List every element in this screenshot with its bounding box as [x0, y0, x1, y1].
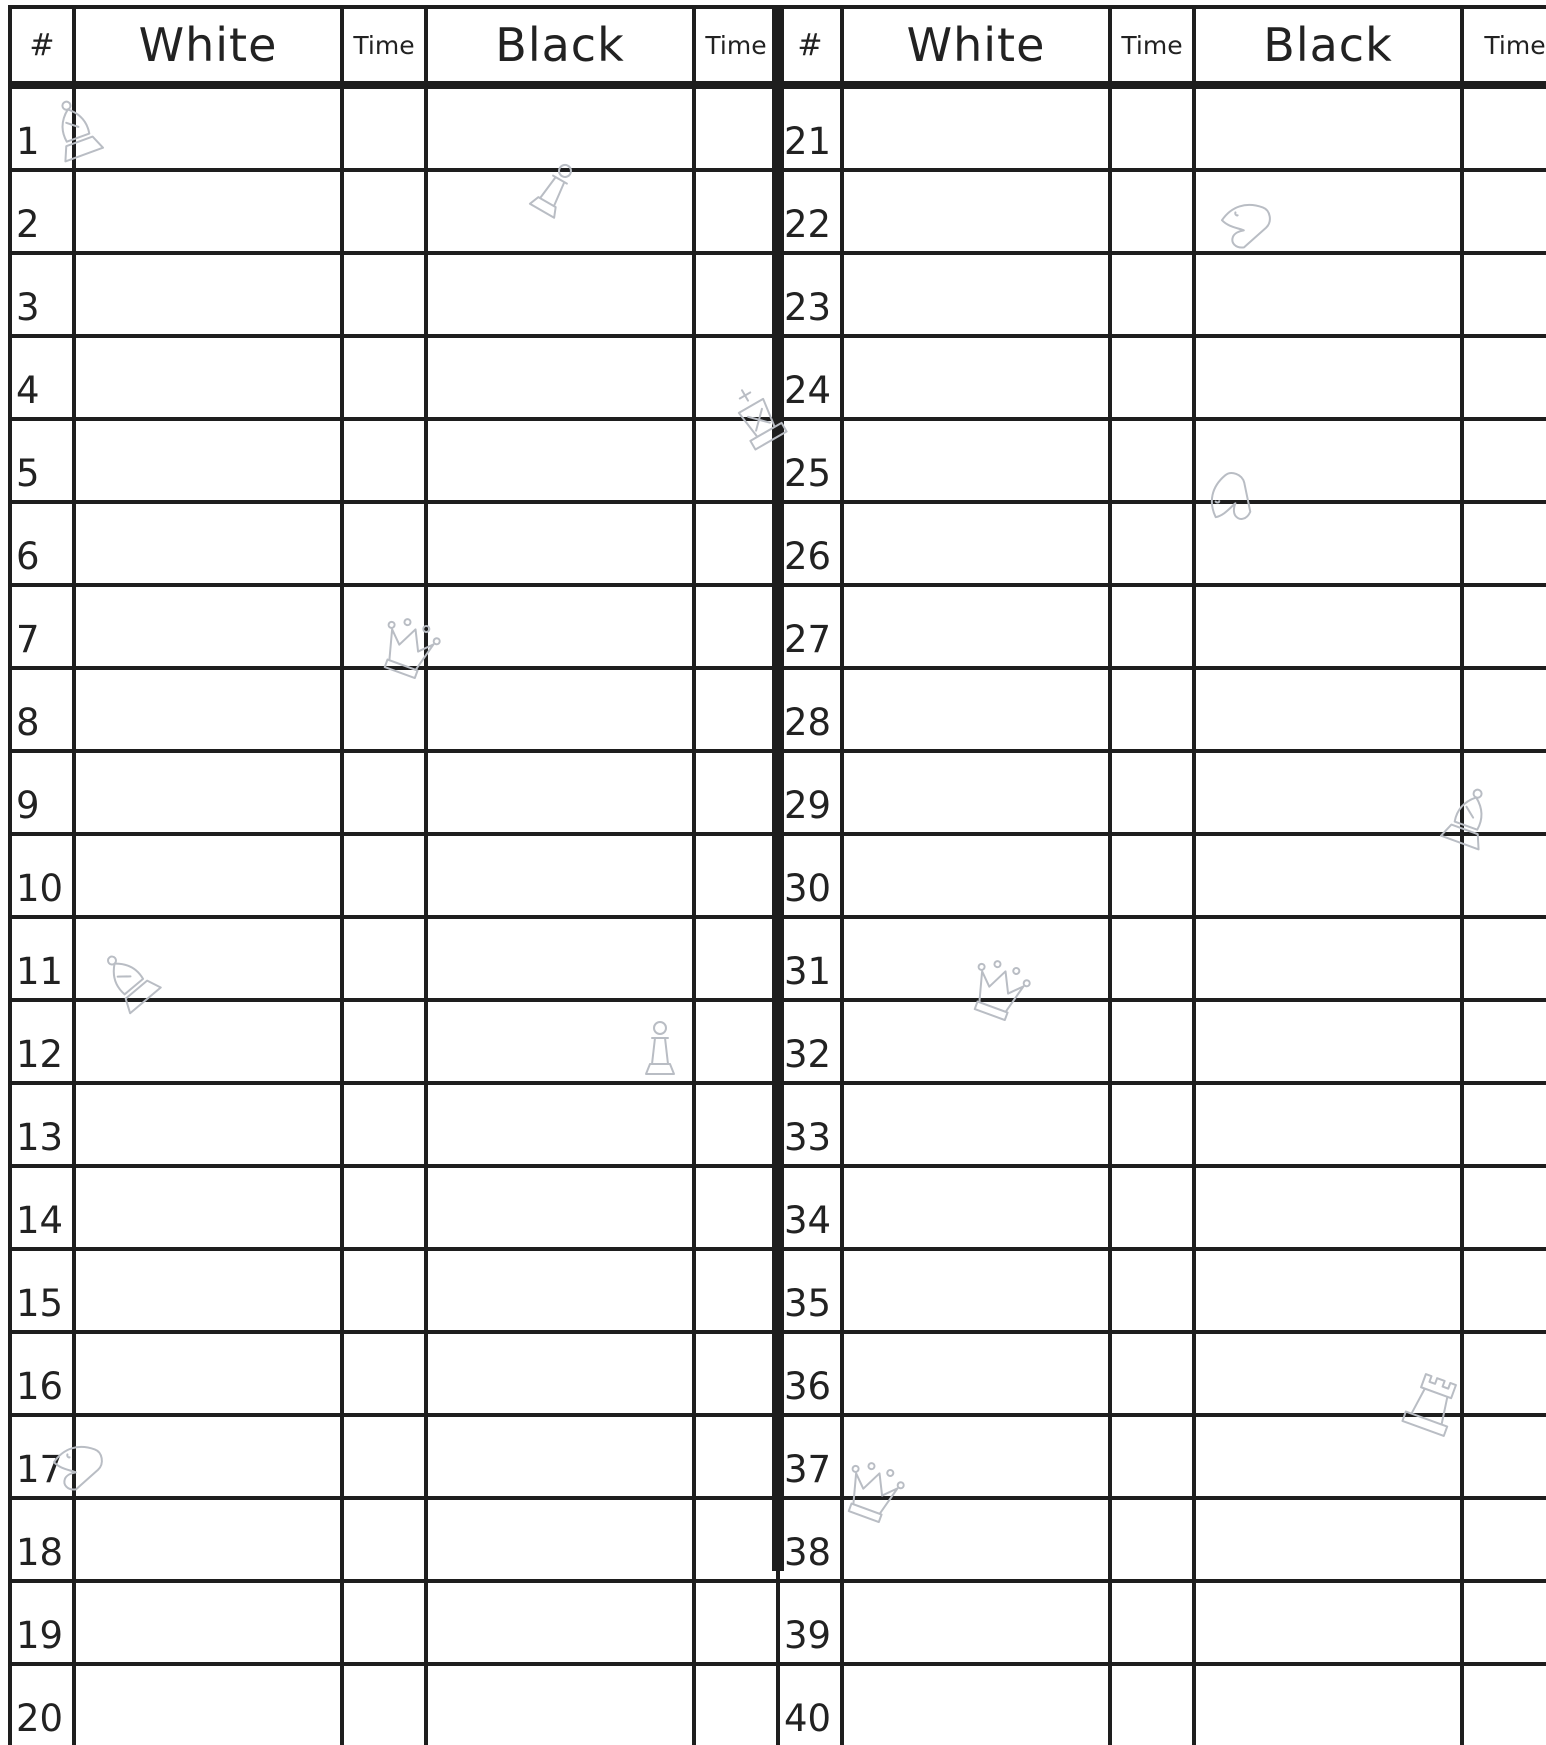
- black-move-cell[interactable]: [426, 1166, 694, 1249]
- black-move-cell[interactable]: [1194, 1332, 1462, 1415]
- white-time-cell[interactable]: [1110, 834, 1194, 917]
- move-row: [10, 419, 778, 502]
- move-number: 25: [778, 419, 842, 502]
- move-number: 8: [10, 668, 74, 751]
- black-move-cell[interactable]: [1194, 85, 1462, 170]
- white-move-cell[interactable]: [74, 834, 342, 917]
- white-move-cell[interactable]: [74, 170, 342, 253]
- move-row: [10, 336, 778, 419]
- white-time-cell[interactable]: [342, 336, 426, 419]
- white-time-cell[interactable]: [1110, 1249, 1194, 1332]
- black-move-cell[interactable]: [426, 170, 694, 253]
- black-time-cell[interactable]: [694, 751, 778, 834]
- black-move-cell[interactable]: [1194, 1415, 1462, 1498]
- black-time-cell[interactable]: [694, 585, 778, 668]
- move-row: [778, 1083, 1546, 1166]
- white-move-cell[interactable]: [74, 85, 342, 170]
- white-move-cell[interactable]: [74, 1415, 342, 1498]
- move-number: 40: [778, 1664, 842, 1745]
- white-time-cell[interactable]: [342, 170, 426, 253]
- white-move-cell[interactable]: [74, 502, 342, 585]
- white-move-cell[interactable]: [842, 668, 1110, 751]
- black-time-cell[interactable]: [1462, 170, 1546, 253]
- black-time-cell[interactable]: [694, 1498, 778, 1581]
- black-move-cell[interactable]: [1194, 585, 1462, 668]
- white-move-cell[interactable]: [842, 834, 1110, 917]
- score-table-right: [776, 5, 1546, 1745]
- white-move-cell[interactable]: [74, 1083, 342, 1166]
- white-move-cell[interactable]: [74, 668, 342, 751]
- move-number: 35: [778, 1249, 842, 1332]
- black-move-cell[interactable]: [426, 336, 694, 419]
- move-row: [10, 1332, 778, 1415]
- white-time-cell[interactable]: [342, 1000, 426, 1083]
- white-move-cell[interactable]: [74, 1166, 342, 1249]
- white-time-cell[interactable]: [342, 502, 426, 585]
- move-number: 17: [10, 1415, 74, 1498]
- black-time-cell[interactable]: [694, 1000, 778, 1083]
- black-move-cell[interactable]: [1194, 170, 1462, 253]
- black-time-cell[interactable]: [694, 1332, 778, 1415]
- white-move-cell[interactable]: [842, 85, 1110, 170]
- white-time-cell[interactable]: [1110, 502, 1194, 585]
- header-white-time: Time: [1110, 7, 1194, 85]
- black-time-cell[interactable]: [694, 502, 778, 585]
- move-number: 34: [778, 1166, 842, 1249]
- move-number: 19: [10, 1581, 74, 1664]
- white-time-cell[interactable]: [1110, 1332, 1194, 1415]
- white-time-cell[interactable]: [342, 1083, 426, 1166]
- black-time-cell[interactable]: [1462, 1581, 1546, 1664]
- move-row: [778, 1000, 1546, 1083]
- move-number: 32: [778, 1000, 842, 1083]
- move-number: 39: [778, 1581, 842, 1664]
- white-move-cell[interactable]: [842, 1415, 1110, 1498]
- white-time-cell[interactable]: [342, 1249, 426, 1332]
- black-time-cell[interactable]: [694, 1581, 778, 1664]
- white-time-cell[interactable]: [1110, 751, 1194, 834]
- move-number: 26: [778, 502, 842, 585]
- black-time-cell[interactable]: [694, 419, 778, 502]
- black-time-cell[interactable]: [694, 1415, 778, 1498]
- move-number: 33: [778, 1083, 842, 1166]
- move-row: [10, 1581, 778, 1664]
- white-move-cell[interactable]: [842, 585, 1110, 668]
- white-time-cell[interactable]: [342, 585, 426, 668]
- move-row: [10, 834, 778, 917]
- header-black-time: Time: [694, 7, 778, 85]
- black-time-cell[interactable]: [1462, 585, 1546, 668]
- white-time-cell[interactable]: [1110, 1166, 1194, 1249]
- black-time-cell[interactable]: [694, 834, 778, 917]
- black-move-cell[interactable]: [1194, 668, 1462, 751]
- move-row: [10, 1000, 778, 1083]
- black-move-cell[interactable]: [426, 419, 694, 502]
- black-move-cell[interactable]: [1194, 1083, 1462, 1166]
- white-move-cell[interactable]: [74, 419, 342, 502]
- white-move-cell[interactable]: [842, 1581, 1110, 1664]
- white-move-cell[interactable]: [842, 917, 1110, 1000]
- move-row: [778, 668, 1546, 751]
- white-time-cell[interactable]: [342, 1415, 426, 1498]
- move-row: [10, 1664, 778, 1745]
- black-time-cell[interactable]: [1462, 1664, 1546, 1745]
- white-time-cell[interactable]: [342, 419, 426, 502]
- white-move-cell[interactable]: [74, 1581, 342, 1664]
- black-move-cell[interactable]: [1194, 751, 1462, 834]
- move-number: 24: [778, 336, 842, 419]
- black-time-cell[interactable]: [1462, 1166, 1546, 1249]
- white-time-cell[interactable]: [1110, 585, 1194, 668]
- black-time-cell[interactable]: [1462, 1000, 1546, 1083]
- white-time-cell[interactable]: [1110, 336, 1194, 419]
- white-move-cell[interactable]: [74, 253, 342, 336]
- black-move-cell[interactable]: [426, 502, 694, 585]
- move-number: 20: [10, 1664, 74, 1745]
- move-row: [10, 917, 778, 1000]
- black-move-cell[interactable]: [1194, 253, 1462, 336]
- white-time-cell[interactable]: [342, 1166, 426, 1249]
- black-move-cell[interactable]: [426, 1498, 694, 1581]
- black-time-cell[interactable]: [694, 917, 778, 1000]
- black-move-cell[interactable]: [426, 834, 694, 917]
- black-move-cell[interactable]: [1194, 1664, 1462, 1745]
- black-move-cell[interactable]: [426, 751, 694, 834]
- white-time-cell[interactable]: [1110, 1083, 1194, 1166]
- white-time-cell[interactable]: [1110, 1498, 1194, 1581]
- white-move-cell[interactable]: [842, 1000, 1110, 1083]
- move-number: 14: [10, 1166, 74, 1249]
- white-time-cell[interactable]: [1110, 1000, 1194, 1083]
- black-move-cell[interactable]: [1194, 1249, 1462, 1332]
- move-row: [778, 585, 1546, 668]
- move-number: 12: [10, 1000, 74, 1083]
- move-number: 3: [10, 253, 74, 336]
- black-move-cell[interactable]: [1194, 1498, 1462, 1581]
- move-row: [10, 751, 778, 834]
- white-move-cell[interactable]: [74, 917, 342, 1000]
- header-black-time: Time: [1462, 7, 1546, 85]
- move-row: [778, 1664, 1546, 1745]
- move-number: 1: [10, 85, 74, 170]
- move-row: [778, 917, 1546, 1000]
- black-move-cell[interactable]: [426, 1332, 694, 1415]
- move-row: [10, 585, 778, 668]
- move-row: [10, 253, 778, 336]
- black-time-cell[interactable]: [694, 253, 778, 336]
- move-row: [778, 170, 1546, 253]
- move-number: 31: [778, 917, 842, 1000]
- move-number: 2: [10, 170, 74, 253]
- black-move-cell[interactable]: [1194, 419, 1462, 502]
- white-time-cell[interactable]: [1110, 1664, 1194, 1745]
- move-number: 28: [778, 668, 842, 751]
- header-row: [778, 7, 1546, 85]
- move-row: [10, 1166, 778, 1249]
- black-move-cell[interactable]: [1194, 1166, 1462, 1249]
- move-number: 6: [10, 502, 74, 585]
- move-row: [10, 85, 778, 170]
- black-move-cell[interactable]: [1194, 917, 1462, 1000]
- black-time-cell[interactable]: [1462, 419, 1546, 502]
- white-move-cell[interactable]: [842, 1249, 1110, 1332]
- move-row: [10, 1249, 778, 1332]
- move-number: 10: [10, 834, 74, 917]
- black-time-cell[interactable]: [694, 1166, 778, 1249]
- white-time-cell[interactable]: [342, 1581, 426, 1664]
- move-number: 38: [778, 1498, 842, 1581]
- move-number: 4: [10, 336, 74, 419]
- move-row: [778, 85, 1546, 170]
- white-move-cell[interactable]: [842, 253, 1110, 336]
- black-move-cell[interactable]: [426, 1083, 694, 1166]
- move-number: 37: [778, 1415, 842, 1498]
- white-time-cell[interactable]: [1110, 668, 1194, 751]
- black-move-cell[interactable]: [426, 585, 694, 668]
- white-time-cell[interactable]: [342, 1498, 426, 1581]
- white-move-cell[interactable]: [74, 1249, 342, 1332]
- move-number: 22: [778, 170, 842, 253]
- move-row: [778, 1581, 1546, 1664]
- black-move-cell[interactable]: [1194, 502, 1462, 585]
- move-row: [778, 834, 1546, 917]
- white-time-cell[interactable]: [1110, 917, 1194, 1000]
- header-black: Black: [426, 7, 694, 85]
- white-move-cell[interactable]: [74, 1664, 342, 1745]
- move-number: 21: [778, 85, 842, 170]
- white-move-cell[interactable]: [842, 502, 1110, 585]
- move-number: 30: [778, 834, 842, 917]
- white-time-cell[interactable]: [342, 917, 426, 1000]
- black-time-cell[interactable]: [1462, 917, 1546, 1000]
- black-time-cell[interactable]: [694, 1083, 778, 1166]
- move-number: 13: [10, 1083, 74, 1166]
- move-number: 18: [10, 1498, 74, 1581]
- white-move-cell[interactable]: [74, 336, 342, 419]
- white-move-cell[interactable]: [74, 1498, 342, 1581]
- white-time-cell[interactable]: [1110, 419, 1194, 502]
- black-time-cell[interactable]: [1462, 1415, 1546, 1498]
- move-number: 16: [10, 1332, 74, 1415]
- black-time-cell[interactable]: [1462, 502, 1546, 585]
- black-move-cell[interactable]: [1194, 336, 1462, 419]
- white-move-cell[interactable]: [842, 751, 1110, 834]
- white-move-cell[interactable]: [842, 170, 1110, 253]
- black-move-cell[interactable]: [426, 1000, 694, 1083]
- black-time-cell[interactable]: [1462, 1498, 1546, 1581]
- black-time-cell[interactable]: [694, 170, 778, 253]
- move-row: [778, 1166, 1546, 1249]
- move-row: [10, 502, 778, 585]
- black-move-cell[interactable]: [426, 668, 694, 751]
- move-number: 29: [778, 751, 842, 834]
- move-row: [778, 253, 1546, 336]
- white-time-cell[interactable]: [342, 253, 426, 336]
- black-time-cell[interactable]: [1462, 1249, 1546, 1332]
- black-time-cell[interactable]: [1462, 1332, 1546, 1415]
- black-time-cell[interactable]: [1462, 336, 1546, 419]
- white-time-cell[interactable]: [342, 834, 426, 917]
- header-white: White: [842, 7, 1110, 85]
- white-move-cell[interactable]: [842, 1332, 1110, 1415]
- black-time-cell[interactable]: [1462, 751, 1546, 834]
- white-move-cell[interactable]: [74, 1332, 342, 1415]
- move-row: [778, 1498, 1546, 1581]
- move-number: 5: [10, 419, 74, 502]
- white-move-cell[interactable]: [842, 336, 1110, 419]
- header-white: White: [74, 7, 342, 85]
- move-number: 36: [778, 1332, 842, 1415]
- white-time-cell[interactable]: [1110, 170, 1194, 253]
- white-time-cell[interactable]: [342, 751, 426, 834]
- white-time-cell[interactable]: [1110, 1581, 1194, 1664]
- white-time-cell[interactable]: [342, 1332, 426, 1415]
- move-row: [778, 1249, 1546, 1332]
- black-move-cell[interactable]: [426, 1415, 694, 1498]
- move-number: 7: [10, 585, 74, 668]
- move-row: [10, 1083, 778, 1166]
- black-move-cell[interactable]: [1194, 834, 1462, 917]
- white-move-cell[interactable]: [842, 1664, 1110, 1745]
- move-number: 27: [778, 585, 842, 668]
- header-move-number: #: [778, 7, 842, 85]
- black-move-cell[interactable]: [1194, 1581, 1462, 1664]
- move-number: 11: [10, 917, 74, 1000]
- black-time-cell[interactable]: [1462, 834, 1546, 917]
- white-time-cell[interactable]: [1110, 253, 1194, 336]
- black-time-cell[interactable]: [1462, 85, 1546, 170]
- move-row: [778, 419, 1546, 502]
- white-move-cell[interactable]: [842, 1166, 1110, 1249]
- score-table-left: [8, 5, 780, 1745]
- white-time-cell[interactable]: [342, 668, 426, 751]
- black-move-cell[interactable]: [426, 253, 694, 336]
- black-time-cell[interactable]: [694, 668, 778, 751]
- white-time-cell[interactable]: [1110, 85, 1194, 170]
- black-time-cell[interactable]: [694, 1664, 778, 1745]
- white-time-cell[interactable]: [342, 85, 426, 170]
- move-row: [778, 502, 1546, 585]
- black-move-cell[interactable]: [426, 1664, 694, 1745]
- header-move-number: #: [10, 7, 74, 85]
- white-move-cell[interactable]: [74, 585, 342, 668]
- white-time-cell[interactable]: [342, 1664, 426, 1745]
- move-row: [10, 1498, 778, 1581]
- white-move-cell[interactable]: [74, 1000, 342, 1083]
- move-number: 23: [778, 253, 842, 336]
- move-number: 9: [10, 751, 74, 834]
- header-white-time: Time: [342, 7, 426, 85]
- move-row: [778, 336, 1546, 419]
- black-move-cell[interactable]: [1194, 1000, 1462, 1083]
- black-time-cell[interactable]: [694, 85, 778, 170]
- black-move-cell[interactable]: [426, 917, 694, 1000]
- header-black: Black: [1194, 7, 1462, 85]
- move-number: 15: [10, 1249, 74, 1332]
- black-move-cell[interactable]: [426, 85, 694, 170]
- black-time-cell[interactable]: [694, 1249, 778, 1332]
- black-time-cell[interactable]: [694, 336, 778, 419]
- black-time-cell[interactable]: [1462, 1083, 1546, 1166]
- white-move-cell[interactable]: [842, 419, 1110, 502]
- white-time-cell[interactable]: [1110, 1415, 1194, 1498]
- white-move-cell[interactable]: [842, 1498, 1110, 1581]
- black-time-cell[interactable]: [1462, 253, 1546, 336]
- black-move-cell[interactable]: [426, 1249, 694, 1332]
- move-row: [10, 170, 778, 253]
- move-row: [778, 751, 1546, 834]
- move-row: [778, 1332, 1546, 1415]
- black-move-cell[interactable]: [426, 1581, 694, 1664]
- black-time-cell[interactable]: [1462, 668, 1546, 751]
- move-row: [10, 668, 778, 751]
- move-row: [10, 1415, 778, 1498]
- move-row: [778, 1415, 1546, 1498]
- header-row: [10, 7, 778, 85]
- white-move-cell[interactable]: [74, 751, 342, 834]
- white-move-cell[interactable]: [842, 1083, 1110, 1166]
